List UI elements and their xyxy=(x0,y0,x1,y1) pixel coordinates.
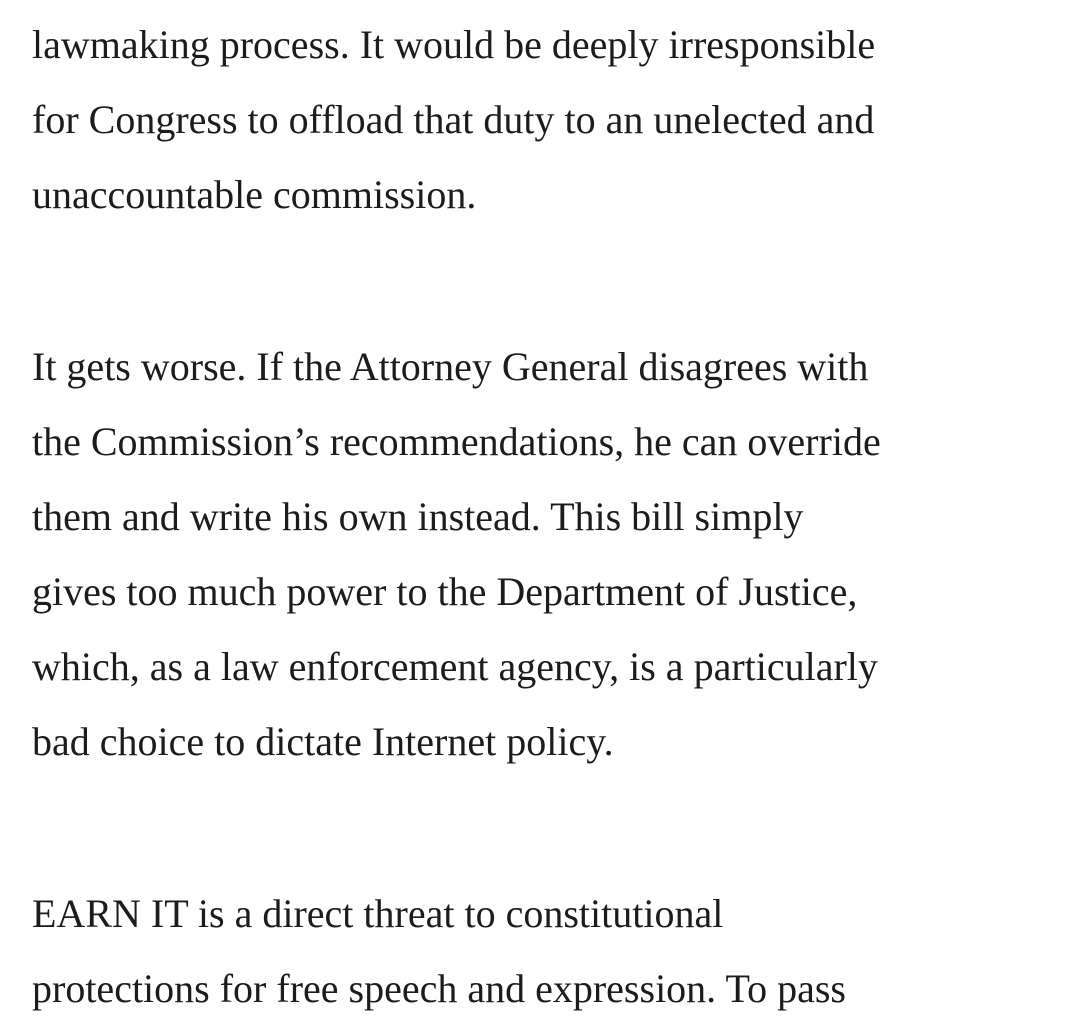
text-line: the Commission’s recommendations, he can override xyxy=(32,419,881,464)
text-line: unaccountable commission. xyxy=(32,172,477,217)
text-line: bad choice to dictate Internet policy. xyxy=(32,719,614,764)
text-line: them and write his own instead. This bill simply xyxy=(32,494,804,539)
text-line: EARN IT is a direct threat to constitutional xyxy=(32,891,724,936)
text-line: lawmaking process. It would be deeply irresponsible xyxy=(32,22,876,67)
text-line: gives too much power to the Department of Justice, xyxy=(32,569,858,614)
text-line: It gets worse. If the Attorney General disagrees with xyxy=(32,344,869,389)
text-line: which, as a law enforcement agency, is a particularly xyxy=(32,644,878,689)
text-line: protections for free speech and expression. To pass xyxy=(32,966,846,1011)
text-line: for Congress to offload that duty to an unelected and xyxy=(32,97,875,142)
